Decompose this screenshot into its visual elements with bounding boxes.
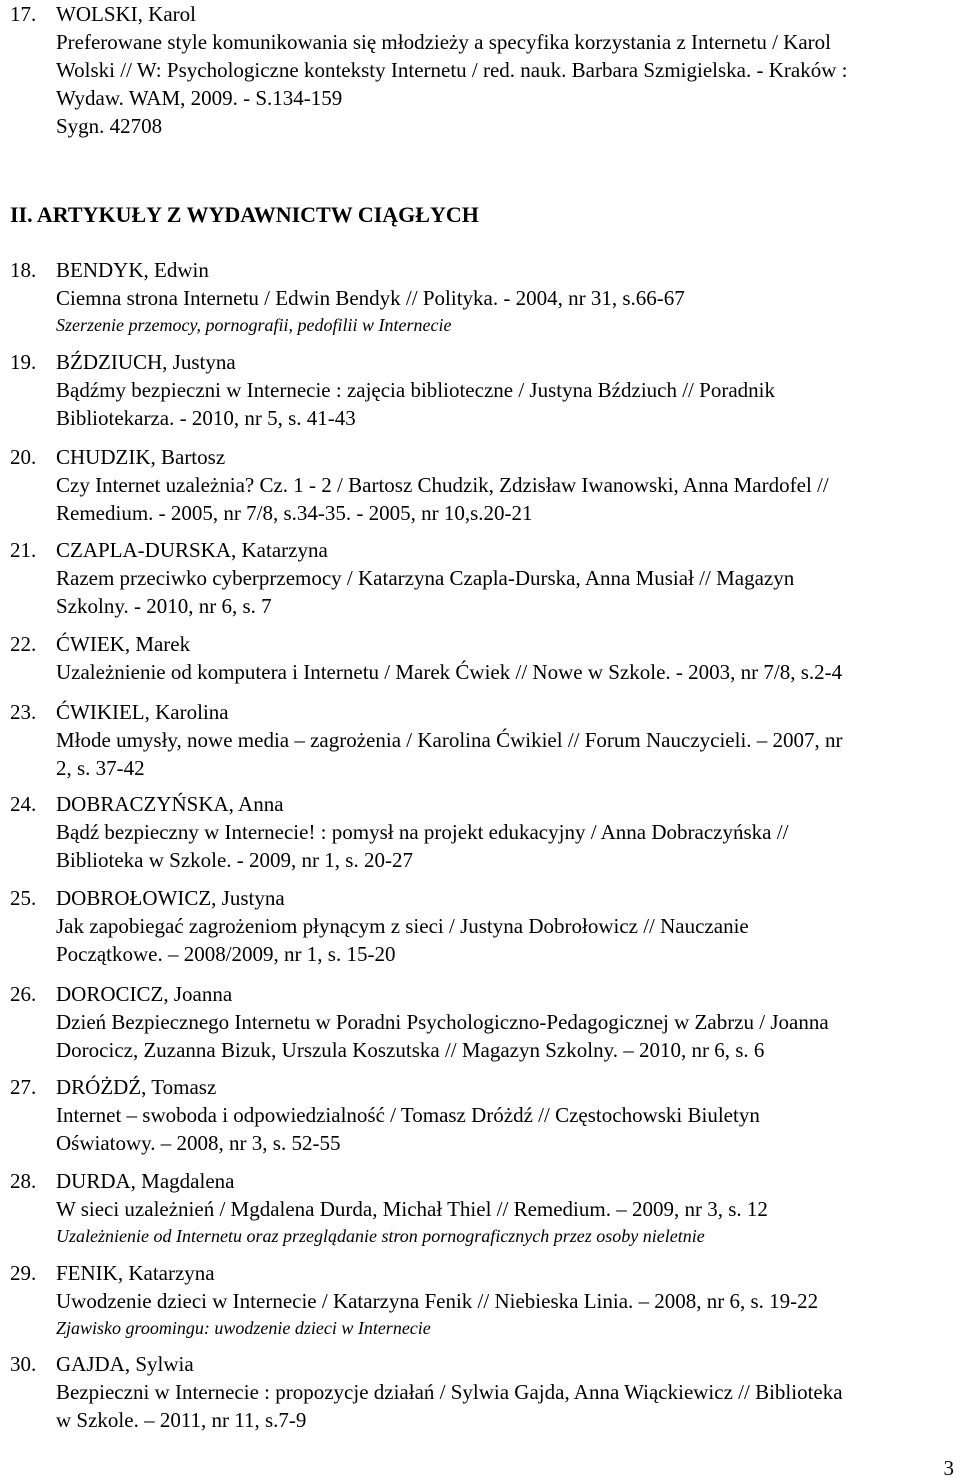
entry-line: W sieci uzależnień / Mgdalena Durda, Michał Thiel // Remedium. – 2009, nr 3, s. 12 (56, 1197, 768, 1221)
entry-line: Młode umysły, nowe media – zagrożenia / Karolina Ćwikiel // Forum Nauczycieli. – 2007, nr (56, 728, 843, 752)
entry-line: Dzień Bezpiecznego Internetu w Poradni Psychologiczno-Pedagogicznej w Zabrzu / Joanna (56, 1010, 829, 1034)
entry-body (56, 256, 936, 338)
entry-author: DOBROŁOWICZ, Justyna (56, 886, 285, 910)
entry-line: Ciemna strona Internetu / Edwin Bendyk // Polityka. - 2004, nr 31, s.66-67 (56, 286, 685, 310)
entry-author: DURDA, Magdalena (56, 1169, 235, 1193)
entry-number: 26. (10, 982, 37, 1006)
entry-body (56, 698, 936, 782)
entry-number: 22. (10, 632, 37, 656)
section-heading: II. ARTYKUŁY Z WYDAWNICTW CIĄGŁYCH (10, 202, 479, 227)
entry-number: 18. (10, 258, 37, 282)
entry-number: 19. (10, 350, 37, 374)
entry-line: Bezpieczni w Internecie : propozycje działań / Sylwia Gajda, Anna Wiąckiewicz // Biblioteka (56, 1380, 843, 1404)
entry-line: Bądź bezpieczny w Internecie! : pomysł na projekt edukacyjny / Anna Dobraczyńska // (56, 820, 789, 844)
entry-body (56, 348, 936, 432)
entry-body (56, 1073, 936, 1157)
entry-number: 29. (10, 1261, 37, 1285)
entry-author: CHUDZIK, Bartosz (56, 445, 226, 469)
entry-body (56, 536, 936, 620)
entry-note: Uzależnienie od Internetu oraz przeglądanie stron pornograficznych przez osoby nieletnie (56, 1226, 705, 1246)
entry-body (56, 1167, 936, 1249)
entry-line: Remedium. - 2005, nr 7/8, s.34-35. - 2005, nr 10,s.20-21 (56, 501, 533, 525)
entry-line: Jak zapobiegać zagrożeniom płynącym z sieci / Justyna Dobrołowicz // Nauczanie (56, 914, 749, 938)
entry-line: Uwodzenie dzieci w Internecie / Katarzyna Fenik // Niebieska Linia. – 2008, nr 6, s. 19-22 (56, 1289, 819, 1313)
entry-body (56, 980, 936, 1064)
entry-body (56, 1259, 936, 1341)
entry-line: Początkowe. – 2008/2009, nr 1, s. 15-20 (56, 942, 396, 966)
entry-line: Sygn. 42708 (56, 114, 163, 138)
entry-author: DRÓŻDŹ, Tomasz (56, 1075, 217, 1099)
entry-line: Bibliotekarza. - 2010, nr 5, s. 41-43 (56, 406, 356, 430)
entry-author: DOBRACZYŃSKA, Anna (56, 792, 284, 816)
entry-author: DOROCICZ, Joanna (56, 982, 233, 1006)
entry-number: 27. (10, 1075, 37, 1099)
entry-note: Szerzenie przemocy, pornografii, pedofilii w Internecie (56, 315, 452, 335)
entry-body (56, 790, 936, 874)
entry-line: Razem przeciwko cyberprzemocy / Katarzyna Czapla-Durska, Anna Musiał // Magazyn (56, 566, 795, 590)
entry-author: FENIK, Katarzyna (56, 1261, 215, 1285)
entry-author: CZAPLA-DURSKA, Katarzyna (56, 538, 328, 562)
entry-author: WOLSKI, Karol (56, 2, 196, 26)
entry-number: 25. (10, 886, 37, 910)
entry-number: 21. (10, 538, 37, 562)
entry-line: Bądźmy bezpieczni w Internecie : zajęcia biblioteczne / Justyna Bździuch // Poradnik (56, 378, 775, 402)
entry-line: Preferowane style komunikowania się młodzieży a specyfika korzystania z Internetu / Karol (56, 30, 831, 54)
entry-number: 20. (10, 445, 37, 469)
entry-line: Uzależnienie od komputera i Internetu / Marek Ćwiek // Nowe w Szkole. - 2003, nr 7/8, s.2-4 (56, 660, 843, 684)
entry-line: Internet – swoboda i odpowiedzialność / Tomasz Dróżdź // Częstochowski Biuletyn (56, 1103, 760, 1127)
entry-body (56, 630, 936, 686)
entry-author: ĆWIKIEL, Karolina (56, 700, 229, 724)
entry-note: Zjawisko groomingu: uwodzenie dzieci w Internecie (56, 1318, 431, 1338)
page-number: 3 (943, 1456, 954, 1480)
entry-line: Czy Internet uzależnia? Cz. 1 - 2 / Bartosz Chudzik, Zdzisław Iwanowski, Anna Mardofel // (56, 473, 829, 497)
entry-author: BENDYK, Edwin (56, 258, 209, 282)
entry-author: GAJDA, Sylwia (56, 1352, 194, 1376)
entry-body (56, 0, 936, 140)
entry-number: 28. (10, 1169, 37, 1193)
entry-number: 17. (10, 2, 37, 26)
entry-line: w Szkole. – 2011, nr 11, s.7-9 (56, 1408, 307, 1432)
entry-body (56, 443, 936, 527)
entry-line: Wydaw. WAM, 2009. - S.134-159 (56, 86, 343, 110)
entry-author: ĆWIEK, Marek (56, 632, 191, 656)
entry-number: 23. (10, 700, 37, 724)
entry-body (56, 884, 936, 968)
entry-line: 2, s. 37-42 (56, 756, 145, 780)
entry-line: Szkolny. - 2010, nr 6, s. 7 (56, 594, 272, 618)
entry-line: Biblioteka w Szkole. - 2009, nr 1, s. 20-27 (56, 848, 413, 872)
entry-author: BŹDZIUCH, Justyna (56, 350, 236, 374)
entry-line: Dorocicz, Zuzanna Bizuk, Urszula Koszutska // Magazyn Szkolny. – 2010, nr 6, s. 6 (56, 1038, 765, 1062)
entry-number: 30. (10, 1352, 37, 1376)
entry-line: Wolski // W: Psychologiczne konteksty Internetu / red. nauk. Barbara Szmigielska. - Kraków : (56, 58, 848, 82)
entry-number: 24. (10, 792, 37, 816)
entry-line: Oświatowy. – 2008, nr 3, s. 52-55 (56, 1131, 341, 1155)
entry-body (56, 1350, 936, 1434)
